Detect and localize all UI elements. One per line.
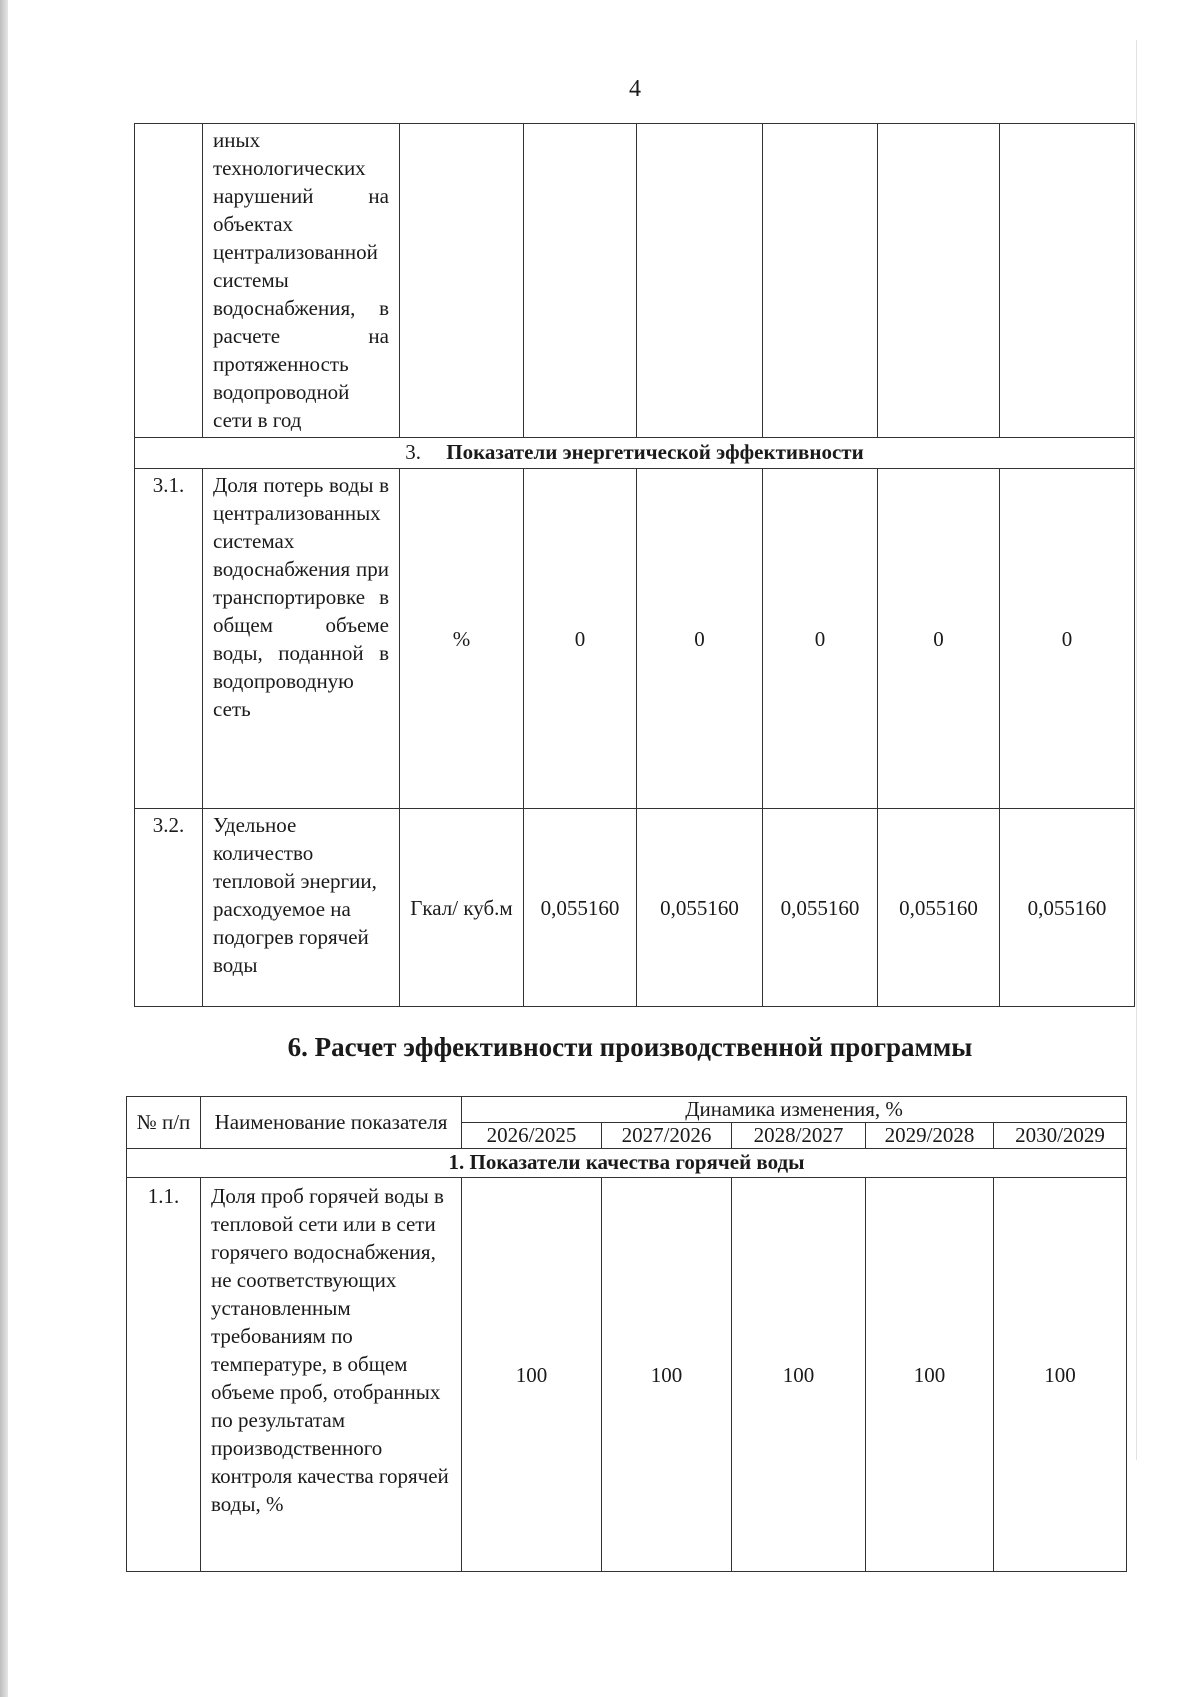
value-cell: 100 bbox=[462, 1178, 602, 1572]
table-row bbox=[135, 809, 1135, 1007]
table-row bbox=[127, 1178, 1127, 1572]
header-name: Наименование показателя bbox=[201, 1097, 462, 1149]
value-cell: 100 bbox=[602, 1178, 732, 1572]
row-number-cell bbox=[135, 124, 203, 438]
header-year: 2028/2027 bbox=[732, 1123, 866, 1149]
indicator-name: Удельное количество тепловой энергии, расходуемое на подогрев горячей воды bbox=[203, 809, 400, 1007]
value-cell: 0,055160 bbox=[763, 809, 878, 1007]
row-number: 3.1. bbox=[135, 469, 203, 809]
value-cell: 0 bbox=[637, 469, 763, 809]
header-row bbox=[127, 1097, 1127, 1123]
table-row bbox=[135, 124, 1135, 438]
indicator-name: Доля проб горячей воды в тепловой сети или в сети горячего водоснабжения, не соответствующих установленным требованиям по температуре, в общем объеме проб, отобранных по результатам производственного контроля качества горячей воды, % bbox=[201, 1178, 462, 1572]
header-year: 2027/2026 bbox=[602, 1123, 732, 1149]
value-cell: 0,055160 bbox=[524, 809, 637, 1007]
indicators-table bbox=[134, 123, 1135, 1007]
efficiency-table bbox=[126, 1096, 1127, 1572]
section-number: 3. bbox=[405, 440, 422, 464]
header-year: 2029/2028 bbox=[866, 1123, 994, 1149]
value-cell: 0,055160 bbox=[637, 809, 763, 1007]
value-cell: 100 bbox=[732, 1178, 866, 1572]
header-number: № п/п bbox=[127, 1097, 201, 1149]
page-number: 4 bbox=[629, 76, 641, 102]
section-row bbox=[127, 1149, 1127, 1178]
indicator-name: иных технологических нарушений на объектах централизованной системы водоснабжения, в расчете на протяженность водопроводной сети в год bbox=[203, 124, 400, 438]
value-cell: 100 bbox=[866, 1178, 994, 1572]
value-cell: 0 bbox=[763, 469, 878, 809]
section-title: Показатели энергетической эффективности bbox=[446, 440, 864, 464]
section-title: 6. Расчет эффективности производственной программы bbox=[287, 1032, 973, 1062]
scan-edge bbox=[0, 0, 8, 1697]
row-number: 1.1. bbox=[127, 1178, 201, 1572]
unit-cell: Гкал/ куб.м bbox=[400, 809, 524, 1007]
section-row bbox=[135, 438, 1135, 469]
table-row bbox=[135, 469, 1135, 809]
indicator-name: Доля потерь воды в централизованных системах водоснабжения при транспортировке в общем объеме воды, поданной в водопроводную сеть bbox=[203, 469, 400, 809]
section-heading bbox=[135, 438, 1135, 469]
header-year: 2026/2025 bbox=[462, 1123, 602, 1149]
value-cell: 0 bbox=[524, 469, 637, 809]
header-dynamics: Динамика изменения, % bbox=[462, 1097, 1127, 1123]
section-heading: 1. Показатели качества горячей воды bbox=[127, 1149, 1127, 1178]
row-number: 3.2. bbox=[135, 809, 203, 1007]
value-cell: 0,055160 bbox=[878, 809, 1000, 1007]
scan-edge-right bbox=[1136, 40, 1137, 1460]
value-cell: 0,055160 bbox=[1000, 809, 1135, 1007]
value-cell: 0 bbox=[1000, 469, 1135, 809]
value-cell: 100 bbox=[994, 1178, 1127, 1572]
unit-cell: % bbox=[400, 469, 524, 809]
header-year: 2030/2029 bbox=[994, 1123, 1127, 1149]
value-cell: 0 bbox=[878, 469, 1000, 809]
